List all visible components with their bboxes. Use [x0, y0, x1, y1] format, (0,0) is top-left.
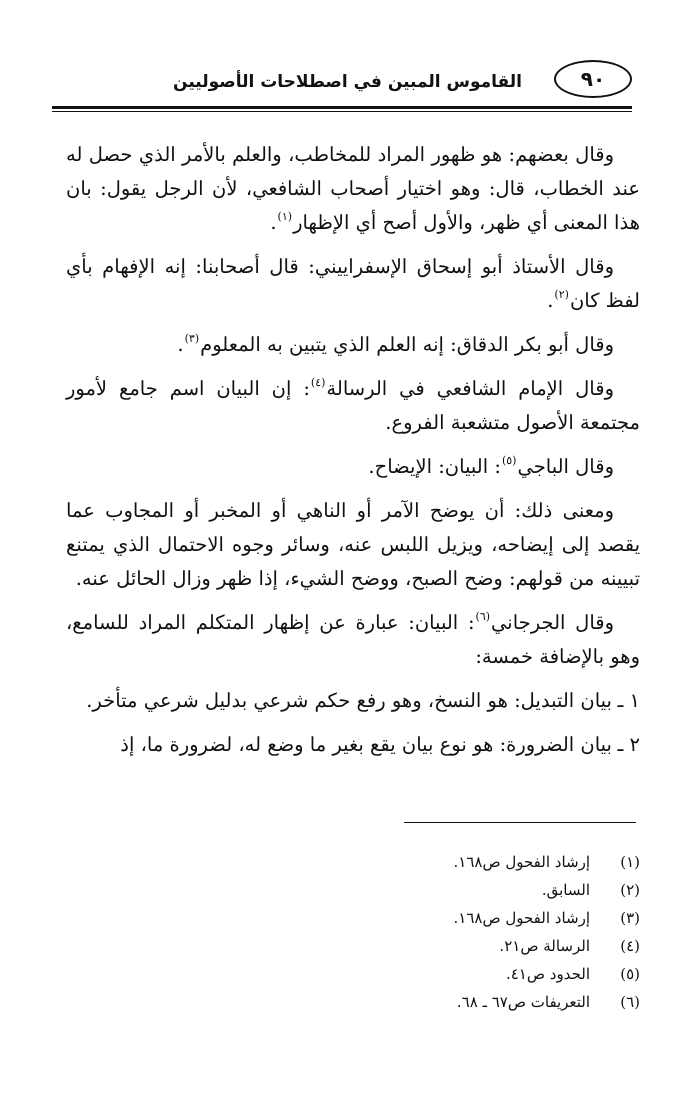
- footnote-text: الرسالة ص٢١.: [499, 937, 590, 955]
- footnote-ref: (٦): [475, 610, 491, 623]
- header-rule: [52, 106, 632, 109]
- paragraph: [66, 372, 640, 440]
- footnote-ref: (٥): [501, 454, 517, 467]
- footnote-number: (٦): [620, 993, 640, 1011]
- paragraph-text: : إن البيان اسم جامع لأمور مجتمعة الأصول متشعبة الفروع.: [66, 377, 640, 434]
- list-number: ٢ ـ: [617, 733, 640, 756]
- footnote-text: إرشاد الفحول ص١٦٨.: [453, 853, 590, 871]
- paragraph-text: وقال أبو بكر الدقاق: إنه العلم الذي يتبين به المعلوم: [200, 333, 614, 356]
- list-number: ١ ـ: [617, 689, 640, 712]
- paragraph: [66, 138, 640, 240]
- footnote: [200, 960, 640, 988]
- footnote-ref: (٣): [184, 332, 200, 345]
- footnotes: [200, 848, 640, 1016]
- main-text: [66, 138, 640, 772]
- footnote-separator: [404, 822, 636, 823]
- paragraph-text: .: [177, 333, 184, 356]
- page-number: ٩٠: [580, 67, 606, 91]
- paragraph-text: : البيان: الإيضاح.: [368, 455, 501, 478]
- footnote-number: (١): [620, 853, 640, 871]
- paragraph-text: .: [547, 289, 554, 312]
- paragraph-text: وقال الجرجاني: [491, 611, 615, 634]
- footnote: [200, 904, 640, 932]
- footnote-number: (٤): [620, 937, 640, 955]
- footnote-text: الحدود ص٤١.: [505, 965, 590, 983]
- paragraph-text: وقال الباجي: [517, 455, 614, 478]
- running-title: القاموس المبين في اصطلاحات الأصوليين: [173, 72, 522, 92]
- paragraph: [66, 450, 640, 484]
- footnote: [200, 988, 640, 1016]
- list-text: بيان الضرورة: هو نوع بيان يقع بغير ما وضع له، لضرورة ما، إذ: [120, 733, 612, 756]
- paragraph: [66, 328, 640, 362]
- page-header: [52, 58, 632, 110]
- footnote-text: السابق.: [541, 881, 590, 899]
- footnote-number: (٣): [620, 909, 640, 927]
- footnote-number: (٥): [620, 965, 640, 983]
- paragraph: [66, 494, 640, 596]
- footnote: [200, 848, 640, 876]
- footnote-text: التعريفات ص٦٧ ـ ٦٨.: [456, 993, 590, 1011]
- footnote: [200, 876, 640, 904]
- footnote-ref: (٤): [310, 376, 326, 389]
- list-item: [66, 684, 640, 718]
- header-rule-thin: [52, 111, 632, 112]
- footnote-ref: (٢): [554, 288, 569, 301]
- paragraph-text: وقال الأستاذ أبو إسحاق الإسفراييني: قال أصحابنا: إنه الإفهام بأي لفظ كان: [66, 255, 640, 312]
- footnote-ref: (١): [277, 210, 293, 223]
- list-text: بيان التبديل: هو النسخ، وهو رفع حكم شرعي بدليل شرعي متأخر.: [86, 689, 612, 712]
- paragraph-text: وقال الإمام الشافعي في الرسالة: [326, 377, 614, 400]
- paragraph: [66, 250, 640, 318]
- page-number-oval: [554, 60, 632, 98]
- footnote: [200, 932, 640, 960]
- paragraph-text: : البيان: عبارة عن إظهار المتكلم المراد للسامع، وهو بالإضافة خمسة:: [66, 611, 640, 668]
- paragraph: [66, 606, 640, 674]
- list-item: [66, 728, 640, 762]
- footnote-number: (٢): [620, 881, 640, 899]
- paragraph-text: وقال بعضهم: هو ظهور المراد للمخاطب، والعلم بالأمر الذي حصل له عند الخطاب، قال: وهو اختيار أصحاب الشافعي، لأن الرجل يقول: بان هذا المعنى أي ظهر، والأول أصح أي الإظهار: [66, 143, 640, 234]
- paragraph-text: .: [270, 211, 277, 234]
- footnote-text: إرشاد الفحول ص١٦٨.: [453, 909, 590, 927]
- paragraph-text: ومعنى ذلك: أن يوضح الآمر أو الناهي أو المخبر أو المجاوب عما يقصد إلى إيضاحه، ويزيل اللبس عنه، وسائر وجوه الاحتمال الذي يمتنع تبيينه من قولهم: وضح الصبح، ووضح الشيء، إذا ظهر وزال الحائل عنه.: [66, 499, 640, 590]
